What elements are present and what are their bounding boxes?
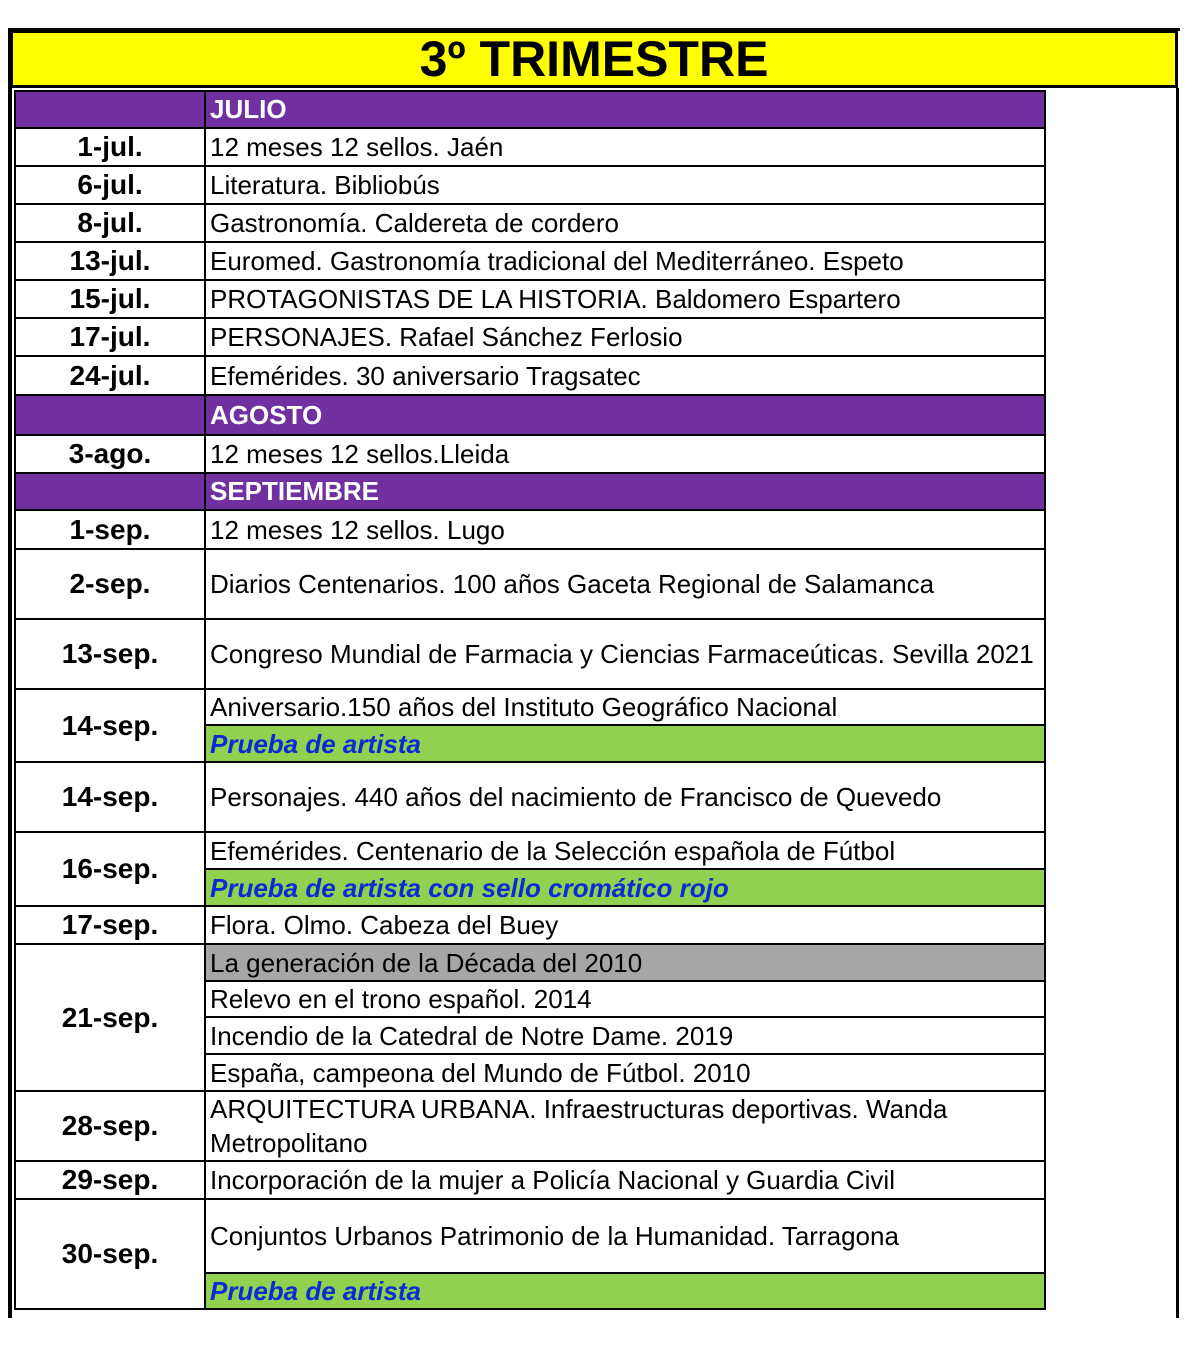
entry-date: 24-jul. <box>15 356 205 395</box>
calendar-table <box>14 90 1046 1310</box>
table-row <box>15 356 1045 395</box>
table-row <box>15 549 1045 619</box>
month-name: AGOSTO <box>205 395 1045 435</box>
entry-description: PROTAGONISTAS DE LA HISTORIA. Baldomero Espartero <box>205 280 1045 318</box>
month-name: JULIO <box>205 91 1045 128</box>
entry-description: Literatura. Bibliobús <box>205 166 1045 204</box>
table-row <box>15 1199 1045 1273</box>
entry-date: 1-sep. <box>15 510 205 549</box>
entry-description: Diarios Centenarios. 100 años Gaceta Regional de Salamanca <box>205 549 1045 619</box>
table-row <box>15 280 1045 318</box>
entry-description: Relevo en el trono español. 2014 <box>205 981 1045 1017</box>
entry-date: 2-sep. <box>15 549 205 619</box>
table-row <box>15 906 1045 944</box>
entry-date: 1-jul. <box>15 128 205 166</box>
entry-description: 12 meses 12 sellos.Lleida <box>205 435 1045 473</box>
artist-proof-note: Prueba de artista <box>205 1273 1045 1309</box>
entry-date: 8-jul. <box>15 204 205 242</box>
table-row <box>15 166 1045 204</box>
table-row <box>15 1161 1045 1199</box>
entry-date: 14-sep. <box>15 689 205 762</box>
entry-date: 15-jul. <box>15 280 205 318</box>
entry-date: 28-sep. <box>15 1091 205 1161</box>
entry-description: Aniversario.150 años del Instituto Geográfico Nacional <box>205 689 1045 725</box>
entry-date: 16-sep. <box>15 832 205 906</box>
month-name: SEPTIEMBRE <box>205 473 1045 510</box>
table-row <box>15 689 1045 725</box>
entry-date: 29-sep. <box>15 1161 205 1199</box>
month-header-spacer <box>15 473 205 510</box>
entry-description: ARQUITECTURA URBANA. Infraestructuras deportivas. Wanda Metropolitano <box>205 1091 1045 1161</box>
table-row <box>15 435 1045 473</box>
entry-date: 17-jul. <box>15 318 205 356</box>
entry-description: 12 meses 12 sellos. Lugo <box>205 510 1045 549</box>
entry-description: Efemérides. 30 aniversario Tragsatec <box>205 356 1045 395</box>
table-row <box>15 204 1045 242</box>
entry-description: España, campeona del Mundo de Fútbol. 2010 <box>205 1054 1045 1091</box>
entry-description: 12 meses 12 sellos. Jaén <box>205 128 1045 166</box>
artist-proof-note: Prueba de artista <box>205 725 1045 762</box>
month-header-spacer <box>15 395 205 435</box>
entry-description: Personajes. 440 años del nacimiento de Francisco de Quevedo <box>205 762 1045 832</box>
table-row <box>15 128 1045 166</box>
entry-date: 6-jul. <box>15 166 205 204</box>
entry-description: Conjuntos Urbanos Patrimonio de la Humanidad. Tarragona <box>205 1199 1045 1273</box>
entry-description: Gastronomía. Caldereta de cordero <box>205 204 1045 242</box>
table-row <box>15 1091 1045 1161</box>
entry-date: 13-sep. <box>15 619 205 689</box>
table-row <box>15 619 1045 689</box>
right-border <box>1176 88 1179 1318</box>
entry-date: 14-sep. <box>15 762 205 832</box>
page-title: 3º TRIMESTRE <box>10 30 1178 88</box>
entry-date: 3-ago. <box>15 435 205 473</box>
entry-description: Congreso Mundial de Farmacia y Ciencias Farmaceúticas. Sevilla 2021 <box>205 619 1045 689</box>
entry-description: Incorporación de la mujer a Policía Nacional y Guardia Civil <box>205 1161 1045 1199</box>
entry-description: Incendio de la Catedral de Notre Dame. 2019 <box>205 1017 1045 1054</box>
entry-description: Euromed. Gastronomía tradicional del Mediterráneo. Espeto <box>205 242 1045 280</box>
entry-date: 21-sep. <box>15 944 205 1091</box>
entry-description: La generación de la Década del 2010 <box>205 944 1045 981</box>
table-row <box>15 318 1045 356</box>
table-row <box>15 762 1045 832</box>
entry-date: 13-jul. <box>15 242 205 280</box>
table-row <box>15 832 1045 869</box>
table-row <box>15 242 1045 280</box>
table-row <box>15 510 1045 549</box>
entry-description: Efemérides. Centenario de la Selección española de Fútbol <box>205 832 1045 869</box>
artist-proof-note: Prueba de artista con sello cromático rojo <box>205 869 1045 906</box>
month-header-row <box>15 395 1045 435</box>
entry-date: 17-sep. <box>15 906 205 944</box>
month-header-row <box>15 473 1045 510</box>
entry-description: PERSONAJES. Rafael Sánchez Ferlosio <box>205 318 1045 356</box>
entry-description: Flora. Olmo. Cabeza del Buey <box>205 906 1045 944</box>
month-header-row <box>15 91 1045 128</box>
entry-date: 30-sep. <box>15 1199 205 1309</box>
table-row <box>15 944 1045 981</box>
month-header-spacer <box>15 91 205 128</box>
